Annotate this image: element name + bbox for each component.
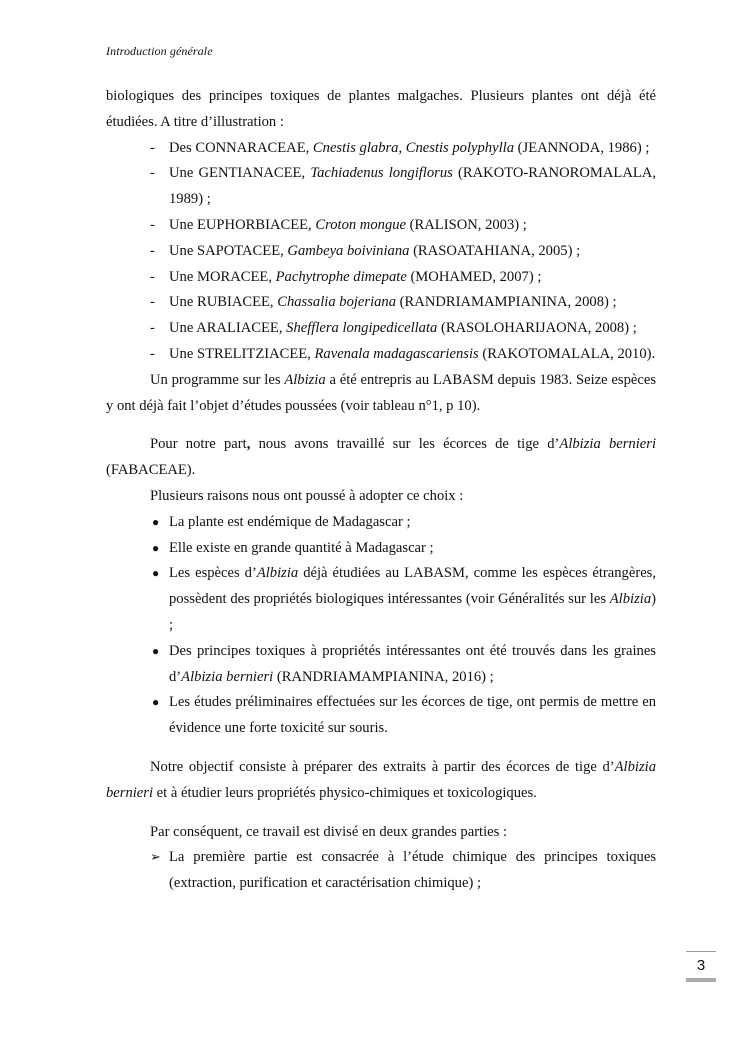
document-body (106, 84, 656, 897)
reasons-list (106, 510, 656, 742)
notre-part-paragraph: Pour notre part, nous avons travaillé sur les écorces de tige d’Albizia bernieri (FABACEAE). (106, 436, 656, 479)
raisons-paragraph: Plusieurs raisons nous ont poussé à adopter ce choix : (150, 487, 464, 504)
parts-list (106, 845, 656, 897)
running-header: Introduction générale (106, 44, 213, 58)
list-item: ● Les espèces d’Albizia déjà étudiées au LABASM, comme les espèces étrangères, possèdent des propriétés biologiques intéressantes (voir Généralités sur les Albizia) ; (152, 565, 656, 633)
page-number-bar (686, 978, 716, 982)
list-item: ● Des principes toxiques à propriétés intéressantes ont été trouvés dans les graines d’Albizia bernieri (RANDRIAMAMPIANINA, 2016) ; (152, 642, 656, 685)
intro-paragraph: biologiques des principes toxiques de plantes malgaches. Plusieurs plantes ont déjà été étudiées. A titre d’illustration : (106, 88, 656, 130)
list-item: - Des CONNARACEAE, Cnestis glabra, Cnestis polyphylla (JEANNODA, 1986) ; (150, 139, 650, 156)
list-item: - Une MORACEE, Pachytrophe dimepate (MOHAMED, 2007) ; (150, 268, 542, 285)
list-item: - Une EUPHORBIACEE, Croton mongue (RALISON, 2003) ; (150, 216, 527, 233)
list-item: - Une STRELITZIACEE, Ravenala madagascariensis (RAKOTOMALALA, 2010). (150, 345, 656, 362)
list-item: ● Elle existe en grande quantité à Madagascar ; (152, 539, 434, 556)
page-number: 3 (686, 951, 716, 982)
list-item: - Une ARALIACEE, Shefflera longipedicellata (RASOLOHARIJAONA, 2008) ; (150, 320, 637, 337)
arrow-bullet-icon: ➢ (150, 850, 161, 866)
programme-paragraph: Un programme sur les Albizia a été entrepris au LABASM depuis 1983. Seize espèces y ont déjà fait l’objet d’études poussées (voir tableau n°1, p 10). (106, 371, 656, 414)
plant-list (106, 136, 656, 368)
list-item: ● La plante est endémique de Madagascar ; (152, 513, 411, 530)
consequent-paragraph: Par conséquent, ce travail est divisé en deux grandes parties : (150, 823, 508, 840)
list-item: ➢ La première partie est consacrée à l’étude chimique des principes toxiques (extraction, purification et caractérisation chimique) ; (106, 845, 656, 897)
objectif-paragraph: Notre objectif consiste à préparer des extraits à partir des écorces de tige d’Albizia bernieri et à étudier leurs propriétés physico-chimiques et toxicologiques. (106, 758, 656, 801)
list-item: ● Les études préliminaires effectuées sur les écorces de tige, ont permis de mettre en évidence une forte toxicité sur souris. (152, 694, 656, 737)
list-item: - Une GENTIANACEE, Tachiadenus longiflorus (RAKOTO-RANOROMALALA, 1989) ; (150, 165, 656, 208)
list-item: - Une SAPOTACEE, Gambeya boiviniana (RASOATAHIANA, 2005) ; (150, 242, 581, 259)
list-item: - Une RUBIACEE, Chassalia bojeriana (RANDRIAMAMPIANINA, 2008) ; (150, 294, 617, 311)
